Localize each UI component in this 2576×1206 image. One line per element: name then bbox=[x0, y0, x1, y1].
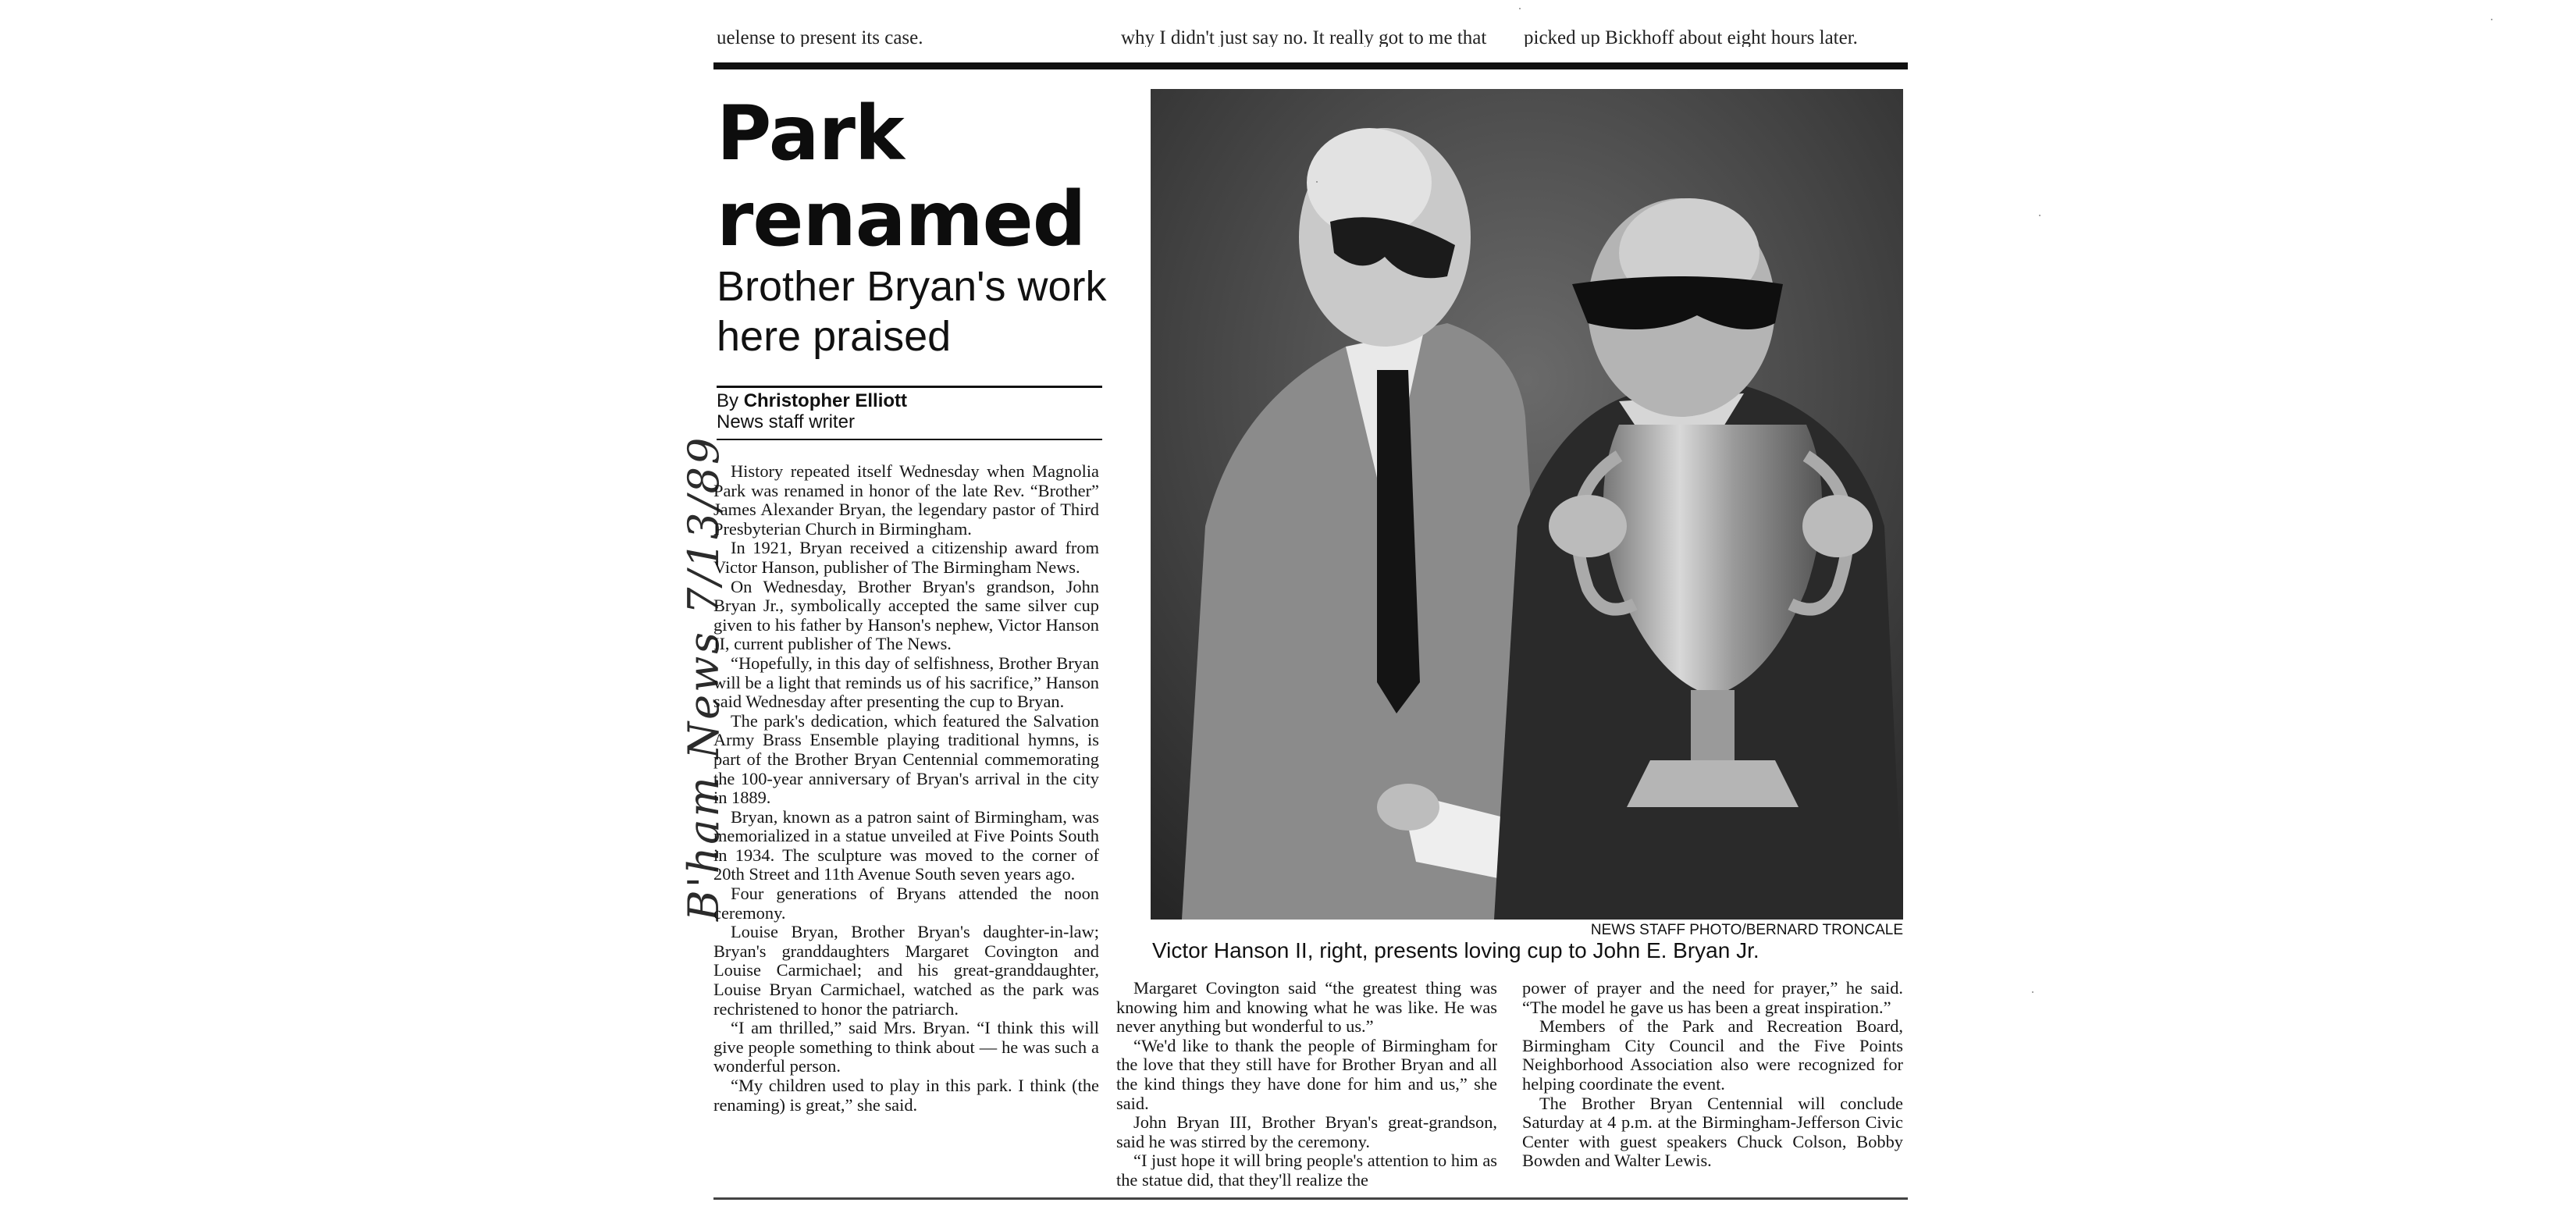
top-snippet-left: uelense to present its case. bbox=[717, 27, 923, 47]
paragraph: The Brother Bryan Centennial will conclude Saturday at 4 p.m. at the Birmingham-Jefferson Civic Center with guest speakers Chuck Colson, Bobby Bowden and Walter Lewis. bbox=[1522, 1093, 1903, 1171]
scan-speck bbox=[2039, 215, 2041, 216]
article-column-2 bbox=[1116, 979, 1497, 1190]
article-column-1 bbox=[713, 462, 1099, 1115]
paragraph: History repeated itself Wednesday when Magnolia Park was renamed in honor of the late Rev. “Brother” James Alexander Bryan, the legendary pastor of Third Presbyterian Church in Birmingham. bbox=[713, 461, 1099, 539]
paragraph: John Bryan III, Brother Bryan's great-grandson, said he was stirred by the ceremony. bbox=[1116, 1112, 1497, 1151]
byline-author: Christopher Elliott bbox=[743, 390, 908, 411]
paragraph: Margaret Covington said “the greatest thing was knowing him and knowing what he was like. He was never anything but wonderful to us.” bbox=[1116, 978, 1497, 1037]
byline-top-rule bbox=[717, 386, 1102, 388]
paragraph: In 1921, Bryan received a citizenship award from Victor Hanson, publisher of The Birmingham News. bbox=[713, 538, 1099, 577]
top-snippet-middle: why I didn't just say no. It really got to me that bbox=[1121, 27, 1487, 47]
paragraph: Louise Bryan, Brother Bryan's daughter-in-law; Bryan's granddaughters Margaret Covington and Louise Carmichael; and his great-granddaughter, Louise Bryan Carmichael, watched as the park was rechristened to honor the patriarch. bbox=[713, 922, 1099, 1019]
scan-speck bbox=[1316, 181, 1318, 183]
bottom-rule bbox=[713, 1197, 1908, 1200]
paragraph: Bryan, known as a patron saint of Birmingham, was memorialized in a statue unveiled at Five Points South in 1934. The sculpture was moved to the corner of 20th Street and 11th Avenue South seven years ago. bbox=[713, 806, 1099, 884]
scan-speck bbox=[2491, 19, 2492, 20]
paragraph: “We'd like to thank the people of Birmingham for the love that they still have for Brother Bryan and all the kind things they have done for him and us,” she said. bbox=[1116, 1035, 1497, 1113]
paragraph: “I am thrilled,” said Mrs. Bryan. “I think this will give people something to think about — he was such a wonderful person. bbox=[713, 1018, 1099, 1076]
paragraph: Members of the Park and Recreation Board, Birmingham City Council and the Five Points Neighborhood Association also were recognized for helping coordinate the event. bbox=[1522, 1016, 1903, 1094]
paragraph: “I just hope it will bring people's attention to him as the statue did, that they'll realize the bbox=[1116, 1151, 1497, 1190]
article-column-3 bbox=[1522, 979, 1903, 1171]
top-rule bbox=[713, 62, 1908, 69]
byline bbox=[717, 390, 1123, 432]
news-photo bbox=[1151, 89, 1903, 920]
paragraph: Four generations of Bryans attended the noon ceremony. bbox=[713, 884, 1099, 923]
handwritten-note: B'ham News 7/13/89 bbox=[679, 435, 728, 921]
photo-credit: NEWS STAFF PHOTO/BERNARD TRONCALE bbox=[1590, 922, 1903, 938]
photo-caption: Victor Hanson II, right, presents loving cup to John E. Bryan Jr. bbox=[1152, 938, 1759, 962]
paragraph: The park's dedication, which featured the Salvation Army Brass Ensemble playing traditional hymns, is part of the Brother Bryan Centennial commemorating the 100-year anniversary of Bryan's arrival in the city in 1889. bbox=[713, 710, 1099, 808]
byline-prefix: By bbox=[717, 390, 744, 411]
paragraph: “Hopefully, in this day of selfishness, Brother Bryan will be a light that reminds us of his sacrifice,” Hanson said Wednesday after presenting the cup to Bryan. bbox=[713, 653, 1099, 712]
scan-speck bbox=[1519, 8, 1521, 9]
subheadline: Brother Bryan's work here praised bbox=[717, 263, 1107, 360]
byline-bottom-rule bbox=[717, 439, 1102, 440]
headline: Park renamed bbox=[717, 90, 1086, 263]
byline-role: News staff writer bbox=[717, 411, 855, 432]
paragraph: “My children used to play in this park. I think (the renaming) is great,” she said. bbox=[713, 1076, 1099, 1115]
paragraph: power of prayer and the need for prayer,” he said. “The model he gave us has been a great inspiration.” bbox=[1522, 978, 1903, 1017]
paragraph: On Wednesday, Brother Bryan's grandson, John Bryan Jr., symbolically accepted the same silver cup given to his father by Hanson's nephew, Victor Hanson II, current publisher of The News. bbox=[713, 576, 1099, 654]
top-snippet-right: picked up Bickhoff about eight hours later. bbox=[1524, 27, 1858, 47]
scan-speck bbox=[2032, 991, 2033, 993]
